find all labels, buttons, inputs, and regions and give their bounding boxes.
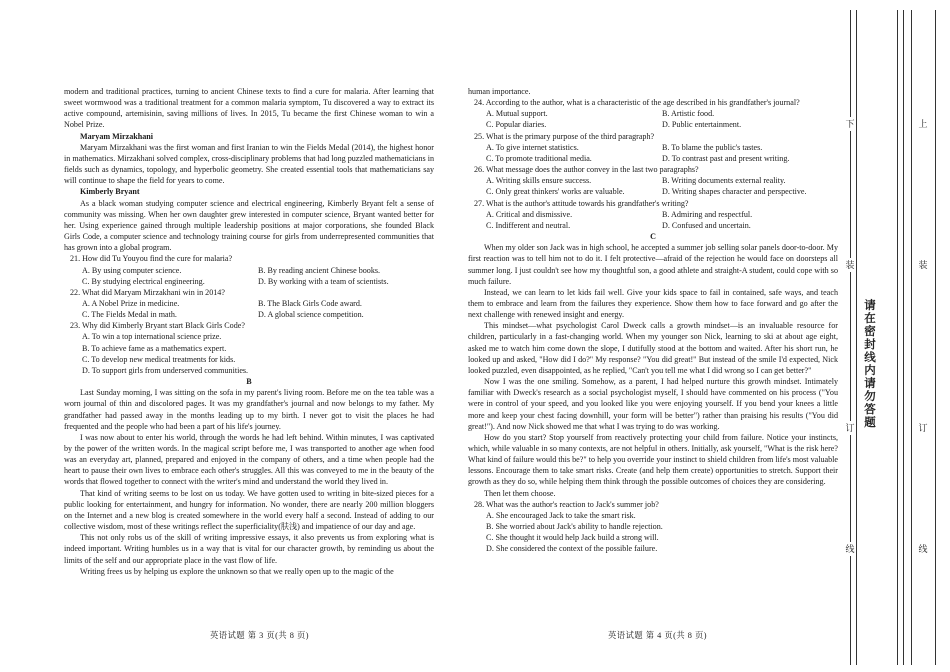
option-c[interactable]: C. She thought it would help Jack build a strong will.: [486, 533, 659, 543]
option-d[interactable]: D. Public entertainment.: [662, 120, 742, 130]
binding-mark: 订: [918, 423, 928, 433]
binding-mark: 订: [845, 423, 855, 433]
question-stem: 21. How did Tu Youyou find the cure for malaria?: [70, 254, 233, 264]
binding-line: [850, 10, 851, 665]
option-b[interactable]: B. The Black Girls Code award.: [258, 298, 362, 308]
option-c[interactable]: C. To develop new medical treatments for kids.: [82, 354, 236, 364]
passage-a-ending: modern and traditional practices, turning to ancient Chinese texts to find a cure for malaria. After learning that sweet wormwood was a traditional treatment for a common malaria symptom, Tu discovered a way to extract its active compound, artemisinin, saving millions of lives. In 2015, Tu became the first Chinese woman to win a Nobel Prize.: [64, 87, 434, 130]
binding-mark: 线: [918, 544, 928, 554]
question-21: [64, 253, 434, 286]
question-stem: 27. What is the author's attitude towards his grandfather's writing?: [474, 198, 689, 208]
option-a[interactable]: A. Writing skills ensure success.: [486, 176, 592, 186]
question-stem: 26. What message does the author convey in the last two paragraphs?: [474, 165, 699, 175]
binding-line: [935, 10, 936, 665]
question-stem: 24. According to the author, what is a characteristic of the age described in his grandfather's journal?: [474, 98, 800, 108]
option-c[interactable]: C. By studying electrical engineering.: [82, 276, 205, 286]
question-23: [64, 320, 434, 376]
question-26: [468, 164, 838, 197]
page-footer-3: 英语试题 第 3 页(共 8 页): [210, 631, 310, 640]
question-stem: 23. Why did Kimberly Bryant start Black Girls Code?: [70, 321, 245, 331]
binding-line: [903, 10, 904, 665]
binding-line: [911, 10, 912, 665]
passage-c-paragraph-6: Then let them choose.: [484, 488, 556, 498]
question-25: [468, 131, 838, 164]
option-a[interactable]: A. To win a top international science prize.: [82, 332, 222, 342]
question-stem: 22. What did Maryam Mirzakhani win in 2014?: [70, 287, 225, 297]
heading-kimberly: Kimberly Bryant: [80, 187, 140, 197]
option-a[interactable]: A. Mutual support.: [486, 109, 548, 119]
heading-maryam: Maryam Mirzakhani: [80, 131, 154, 141]
binding-line: [856, 10, 857, 665]
question-22: [64, 287, 434, 320]
option-b[interactable]: B. To blame the public's tastes.: [662, 142, 763, 152]
section-b-heading: B: [246, 377, 252, 387]
section-c-heading: C: [650, 232, 656, 242]
binding-mark: 装: [845, 260, 855, 270]
paragraph-maryam: Maryam Mirzakhani was the first woman and first Iranian to win the Fields Medal (2014), the highest honor in mathematics. Mirzakhani solved complex, cross-disciplinary problems that had long puzzled mathematicians in fields such as dynamics, topology, and hyperbolic geometry. She created essential tools that mathematicians say will continue to shape the field for years to come.: [64, 142, 434, 186]
exam-page-4: [468, 86, 838, 555]
binding-mark: 上: [918, 119, 928, 129]
binding-line: [897, 10, 898, 665]
passage-c-paragraph-3: This mindset—what psychologist Carol Dweck calls a growth mindset—is an invaluable resource for children, particularly in a fast-changing world. When my younger son Nick, learning to ski at about age eight, asked me to watch him come down the slope, I dutifully stood at the bottom and waited. After his short run, he looked up and asked, "How did I do?" My response? "You did great!" But instead of the smile I'd expected, Nick looked puzzled, even disappointed, as he replied, "Can't you tell me what I did wrong so I can get better?": [468, 321, 838, 375]
question-27: [468, 198, 838, 231]
option-d[interactable]: D. She considered the context of the possible failure.: [486, 544, 658, 554]
passage-b-ending: human importance.: [468, 87, 531, 96]
passage-b-paragraph-1: Last Sunday morning, I was sitting on the sofa in my parent's living room. Before me on the tea table was a worn journal of thin and discolored pages. It was my grandfather's journal and now belongs to my father. My grandfather had passed away in the months leading up to my birth. I never got to visit the places he had frequented and the people who had been a part of his life's journey.: [64, 388, 434, 431]
option-b[interactable]: B. To achieve fame as a mathematics expert.: [82, 343, 227, 353]
option-c[interactable]: C. Indifferent and neutral.: [486, 220, 571, 230]
option-d[interactable]: D. To contrast past and present writing.: [662, 153, 790, 163]
question-28: [468, 499, 838, 555]
passage-b-paragraph-5: Writing frees us by helping us explore the unknown so that we really open up to the magic of the: [80, 566, 394, 576]
option-d[interactable]: D. A global science competition.: [258, 310, 364, 320]
question-stem: 28. What was the author's reaction to Jack's summer job?: [474, 499, 659, 509]
option-c[interactable]: C. Popular diaries.: [486, 120, 547, 130]
binding-mark: 下: [845, 119, 855, 129]
option-d[interactable]: D. By working with a team of scientists.: [258, 276, 389, 286]
option-d[interactable]: D. Writing shapes character and perspective.: [662, 187, 807, 197]
passage-b-paragraph-4: This not only robs us of the skill of writing impressive essays, it also prevents us from exploring what is indeed important. Writing humbles us in a way that is vital for our character growth, by reminding us about the limits of the self and our appropriate place in the vast flow of life.: [64, 533, 434, 565]
option-c[interactable]: C. To promote traditional media.: [486, 153, 592, 163]
option-b[interactable]: B. She worried about Jack's ability to handle rejection.: [486, 522, 663, 532]
passage-c-paragraph-4: Now I was the one smiling. Somehow, as a parent, I had helped nurture this growth mindset. Intimately familiar with Dweck's research as a social psychologist myself, I should have commented on his process ("You were in control of your speed, and you looked like you were enjoying yourself. If you bend your knees a little more and keep your chest facing downhill, your form will be better") rather than praising his results ("You did great!"). And now Nick showed me that what I was trying to do was working.: [468, 377, 838, 431]
passage-c-paragraph-5: How do you start? Stop yourself from reactively protecting your child from failure. Notice your instincts, which, while valuable in so many contexts, are not helpful in others. Initially, ask yourself, "What is the risk here? What kind of failure would this be?" to help you override your instinct to shield children from life's most valuable lessons. Encourage them to take smart risks. Create (and help them create) opportunities to stretch. Support their growth as they do so, while helping them think through the possible outcomes of choices they are considering.: [468, 432, 838, 487]
option-c[interactable]: C. The Fields Medal in math.: [82, 310, 177, 320]
seal-line-notice: 请在密封线内请勿答题: [864, 300, 876, 429]
binding-mark: 装: [918, 260, 928, 270]
question-24: [468, 97, 838, 130]
paragraph-kimberly: As a black woman studying computer science and electrical engineering, Kimberly Bryant felt a sense of community was missing. When her own daughter grew interested in computer science, Bryant wanted better for her. Using experience gained through multiple leadership positions at major corporations, she founded Black Girls Code, a computer science and technology training course for girls from underrepresented communities that has grown into a global program.: [64, 198, 434, 253]
option-c[interactable]: C. Only great thinkers' works are valuable.: [486, 187, 625, 197]
exam-page-3: [64, 86, 434, 577]
passage-b-paragraph-3: That kind of writing seems to be lost on us today. We have gotten used to writing in bite-sized pieces for a public looking for entertainment, and hungry for information. No wonder, there are nearly 200 million bloggers on the Internet and a new blog is created somewhere in the world every half a second. Instead of adding to our collective wisdom, most of these writings reflect the superficiality(肤浅) and impatience of our day and age.: [64, 488, 434, 532]
option-a[interactable]: A. By using computer science.: [82, 265, 182, 275]
option-b[interactable]: B. Artistic food.: [662, 109, 715, 119]
passage-b-paragraph-2: I was now about to enter his world, through the words he had left behind. Within minutes, I was captivated by the power of the written words. In the magical script before me, I was transported to another age when food was an everyday art, planned, prepared and enjoyed in the company of others, and a time when people had the heart to pause their own lives to embrace each other's struggles. All this was conveyed to me in the beauty of the words that flowed together to connect with the writer's mind and understand the world they lived in.: [64, 432, 434, 487]
option-d[interactable]: D. To support girls from underserved communities.: [82, 365, 249, 375]
question-stem: 25. What is the primary purpose of the third paragraph?: [474, 131, 655, 141]
option-a[interactable]: A. A Nobel Prize in medicine.: [82, 298, 180, 308]
passage-c-paragraph-2: Instead, we can learn to let kids fail well. Give your kids space to fail in contained, safe ways, and teach them to embrace and learn from the failures they experience. Show them how to face forward and go after the next challenge with renewed insight and energy.: [468, 287, 838, 320]
option-d[interactable]: D. Confused and uncertain.: [662, 220, 751, 230]
option-a[interactable]: A. Critical and dismissive.: [486, 209, 573, 219]
option-b[interactable]: B. Admiring and respectful.: [662, 209, 753, 219]
option-b[interactable]: B. By reading ancient Chinese books.: [258, 265, 381, 275]
passage-c-paragraph-1: When my older son Jack was in high school, he accepted a summer job selling solar panels door-to-door. My first reaction was to tell him not to do it. I felt protective—afraid of the rejection he would face on doorsteps all summer long. I just couldn't see how my thoughtful son, a good athlete and straight-A student, could cope with so much failure.: [468, 243, 838, 286]
option-b[interactable]: B. Writing documents external reality.: [662, 176, 786, 186]
page-footer-4: 英语试题 第 4 页(共 8 页): [608, 631, 708, 640]
binding-mark: 线: [845, 544, 855, 554]
option-a[interactable]: A. To give internet statistics.: [486, 142, 579, 152]
option-a[interactable]: A. She encouraged Jack to take the smart risk.: [486, 510, 636, 520]
